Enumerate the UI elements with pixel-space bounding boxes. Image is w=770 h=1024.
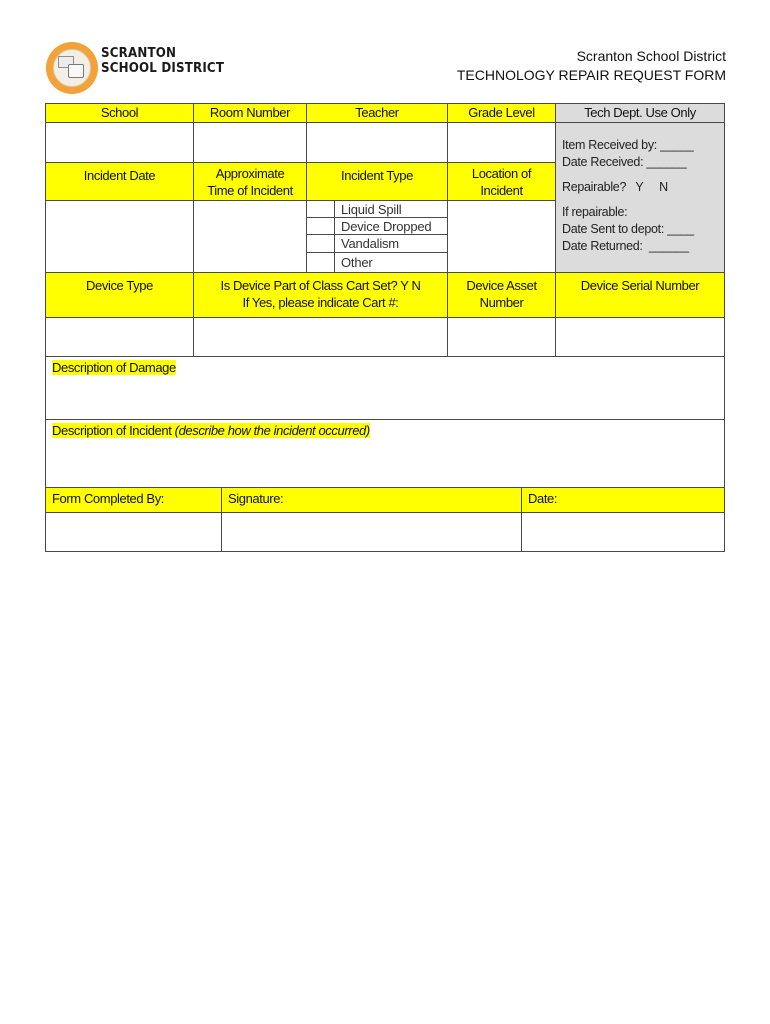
device-dropped-checkbox[interactable] [306, 217, 335, 235]
asset-number-label [447, 272, 556, 318]
date-returned: Date Returned: ______ [562, 239, 689, 253]
logo-line1: SCRANTON [101, 45, 177, 61]
form-header [457, 47, 726, 85]
location-field[interactable] [447, 200, 556, 273]
cart-set-label [193, 272, 448, 318]
vandalism-checkbox[interactable] [306, 234, 335, 253]
incident-date-field[interactable] [45, 200, 194, 273]
incident-date-label: Incident Date [45, 162, 194, 201]
incident-type-label: Incident Type [306, 162, 448, 201]
teacher-field[interactable] [306, 122, 448, 163]
signature-field[interactable] [221, 512, 522, 552]
device-type-label: Device Type [45, 272, 194, 318]
room-number-field[interactable] [193, 122, 307, 163]
liquid-spill-checkbox[interactable] [306, 200, 335, 218]
date-received: Date Received: ______ [562, 155, 687, 169]
asset-number-field[interactable] [447, 317, 556, 357]
approx-time-label [193, 162, 307, 201]
incident-description-label [52, 423, 370, 438]
incident-description-title: Description of Incident [52, 423, 175, 438]
location-line2: Incident [480, 183, 523, 198]
date-label: Date: [521, 487, 725, 513]
form-title: TECHNOLOGY REPAIR REQUEST FORM [456, 67, 726, 83]
other-checkbox[interactable] [306, 252, 335, 273]
asset-line1: Device Asset [466, 278, 537, 293]
liquid-spill-option: Liquid Spill [334, 200, 448, 218]
signature-label: Signature: [221, 487, 522, 513]
approx-time-line2: Time of Incident [207, 183, 293, 198]
room-number-label: Room Number [193, 103, 307, 123]
approx-time-field[interactable] [193, 200, 307, 273]
teacher-label: Teacher [306, 103, 448, 123]
school-field[interactable] [45, 122, 194, 163]
item-received-by: Item Received by: _____ [562, 138, 694, 152]
cart-set-question: Is Device Part of Class Cart Set? Y N [220, 278, 421, 293]
other-option: Other [334, 252, 448, 273]
district-name: Scranton School District [576, 48, 726, 64]
damage-description-label: Description of Damage [52, 360, 176, 375]
date-sent-to-depot: Date Sent to depot: ____ [562, 222, 694, 236]
tech-dept-label: Tech Dept. Use Only [555, 103, 725, 123]
serial-number-field[interactable] [555, 317, 725, 357]
date-field[interactable] [521, 512, 725, 552]
monitor-icon [68, 64, 84, 78]
tech-dept-panel [555, 122, 725, 273]
completed-by-label: Form Completed By: [45, 487, 222, 513]
location-label [447, 162, 556, 201]
serial-number-label: Device Serial Number [555, 272, 725, 318]
approx-time-line1: Approximate [215, 166, 285, 181]
grade-level-field[interactable] [447, 122, 556, 163]
incident-description-field[interactable] [45, 419, 725, 488]
school-label: School [45, 103, 194, 123]
repairable-question: Repairable? Y N [562, 180, 668, 194]
asset-line2: Number [479, 295, 524, 310]
vandalism-option: Vandalism [334, 234, 448, 253]
cart-number-field[interactable] [193, 317, 448, 357]
if-repairable: If repairable: [562, 205, 628, 219]
logo-line2: SCHOOL DISTRICT [101, 60, 225, 76]
logo-wordmark [101, 46, 224, 76]
incident-description-hint: (describe how the incident occurred) [174, 423, 370, 438]
grade-level-label: Grade Level [447, 103, 556, 123]
device-dropped-option: Device Dropped [334, 217, 448, 235]
damage-description-field[interactable] [45, 356, 725, 420]
completed-by-field[interactable] [45, 512, 222, 552]
device-type-field[interactable] [45, 317, 194, 357]
cart-number-prompt: If Yes, please indicate Cart #: [242, 295, 399, 310]
location-line1: Location of [471, 166, 532, 181]
